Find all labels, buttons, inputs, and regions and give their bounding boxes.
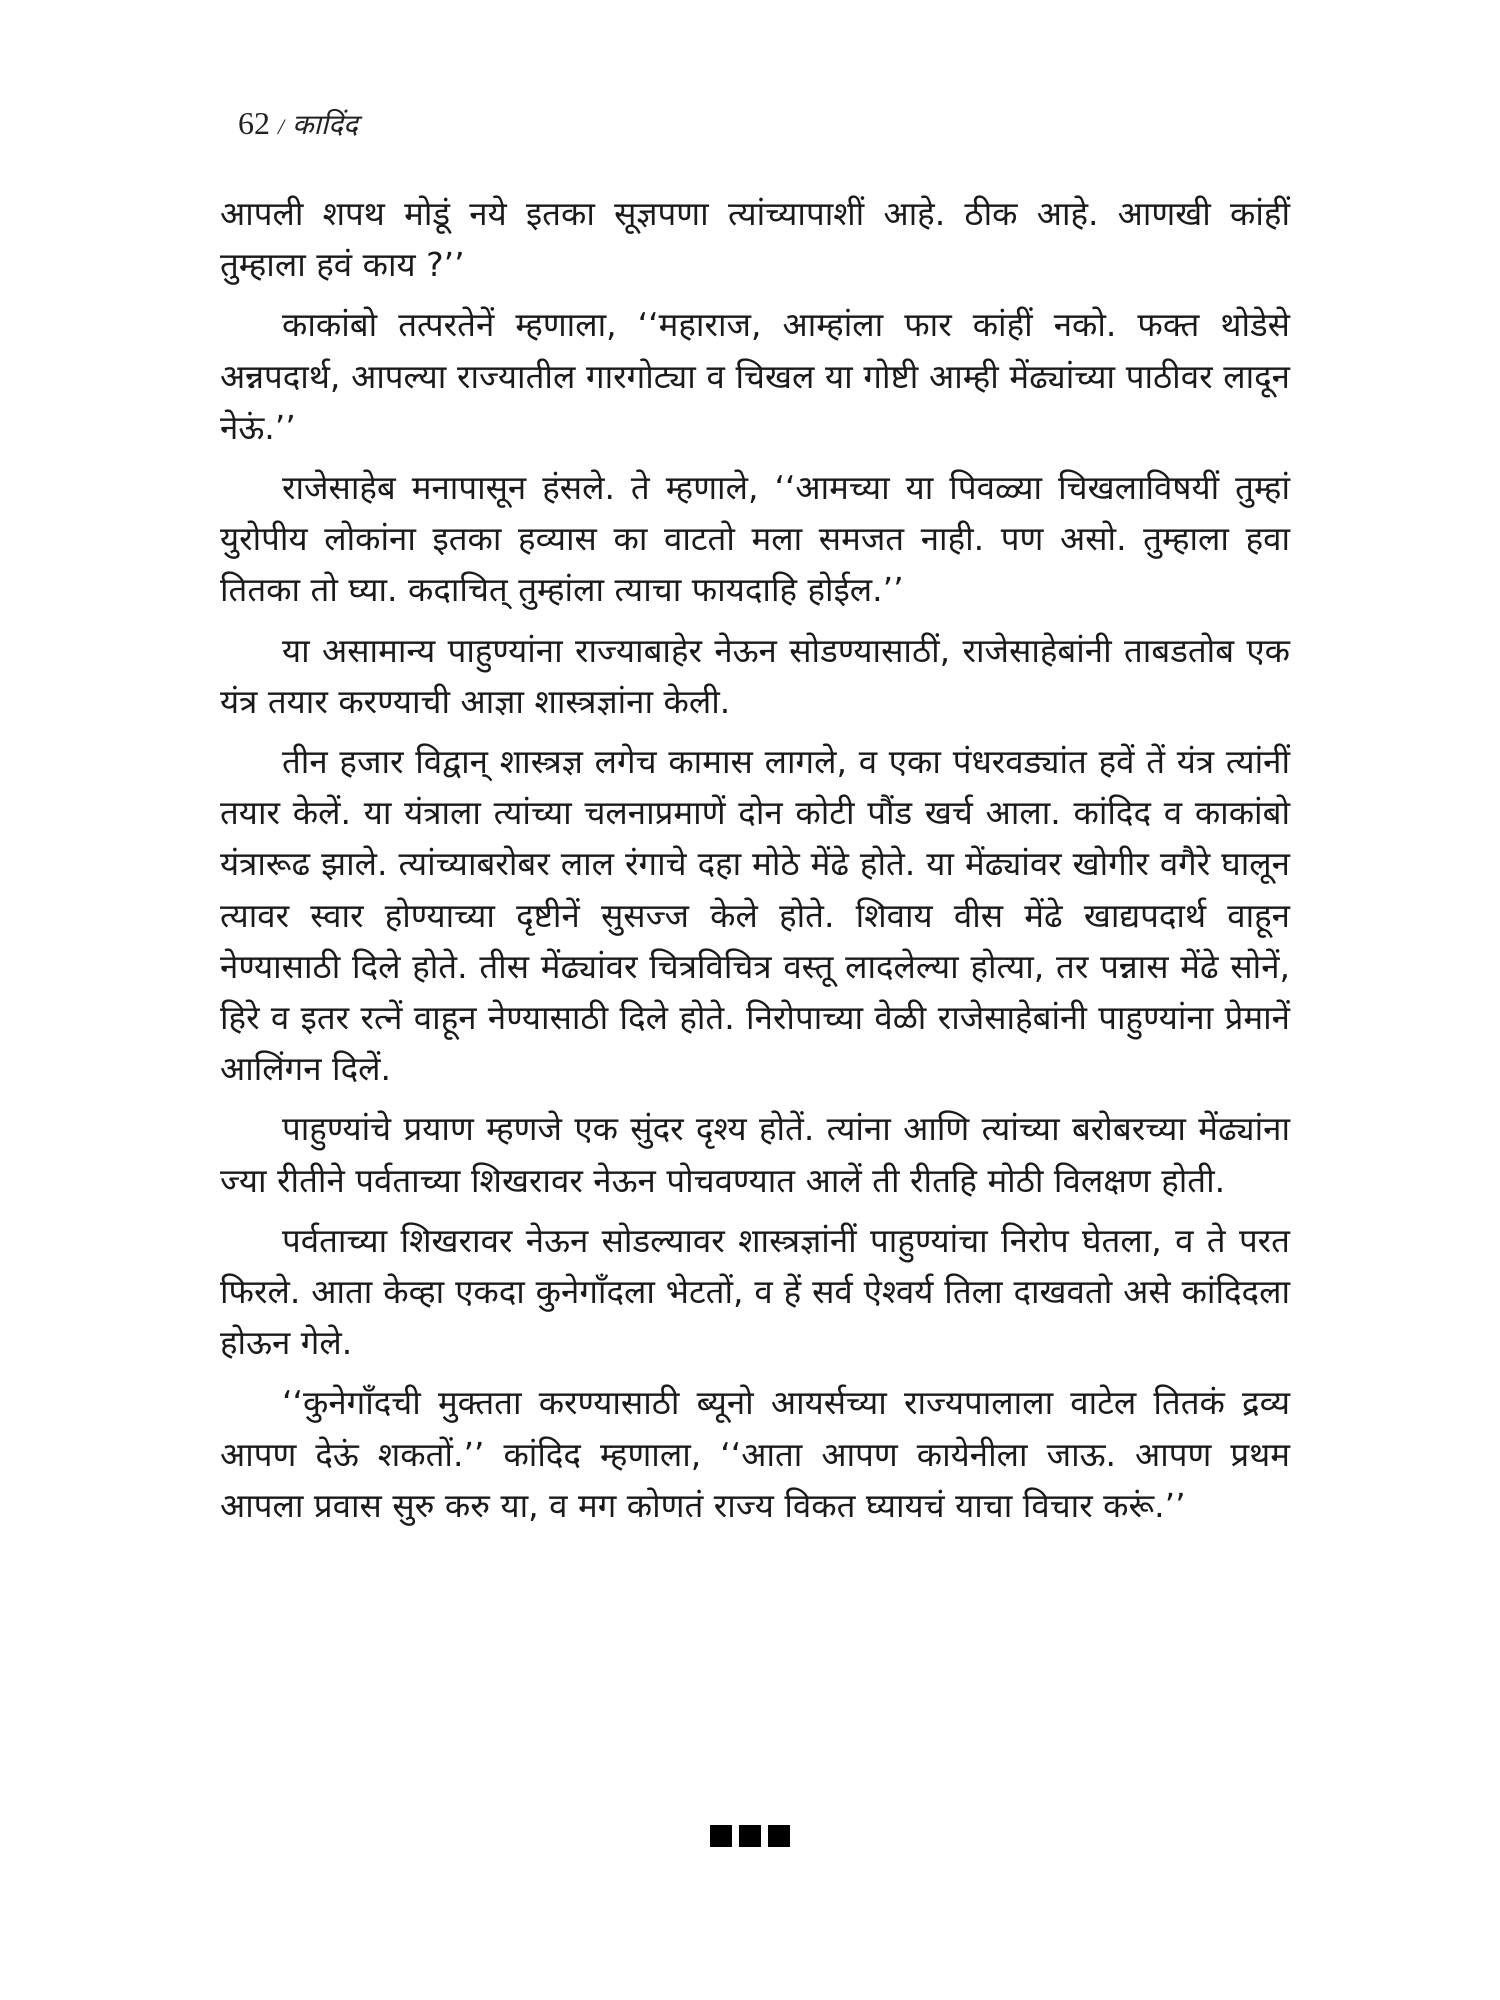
header-separator: / [278,114,285,139]
end-mark-square [739,1825,761,1847]
end-mark-square [768,1825,790,1847]
paragraph: काकांबो तत्परतेनें म्हणाला, ‘‘महाराज, आम्हांला फार कांहीं नको. फक्त थोडेसे अन्नपदार्थ, आपल्या राज्यातील गारगोट्या व चिखल या गोष्टी आम्ही मेंढ्यांच्या पाठीवर लादून नेऊं.’’ [220,305,1290,447]
paragraph-continued: आपली शपथ मोडूं नये इतका सूज्ञपणा त्यांच्यापाशीं आहे. ठीक आहे. आणखी कांहीं तुम्हाला हवं काय ?’’ [220,194,1290,285]
paragraph: तीन हजार विद्वान् शास्त्रज्ञ लगेच कामास लागले, व एका पंधरवड्यांत हवें तें यंत्र त्यांनीं तयार केलें. या यंत्राला त्यांच्या चलनाप्रमाणें दोन कोटी पौंड खर्च आला. कांदिद व काकांबो यंत्रारूढ झाले. त्यांच्याबरोबर लाल रंगाचे दहा मोठे मेंढे होते. या मेंढ्यांवर खोगीर वगैरे घालून त्यावर स्वार होण्याच्या दृष्टीनें सुसज्ज केले होते. शिवाय वीस मेंढे खाद्यपदार्थ वाहून नेण्यासाठी दिले होते. तीस मेंढ्यांवर चित्रविचित्र वस्तू लादलेल्या होत्या, तर पन्नास मेंढे सोनें, हिरे व इतर रत्नें वाहून नेण्यासाठी दिले होते. निरोपाच्या वेळी राजेसाहेबांनी पाहुण्यांना प्रेमानें आलिंगन दिलें. [220,742,1290,1089]
page-number: 62 [238,105,270,141]
chapter-end-mark [710,1825,790,1847]
paragraph: या असामान्य पाहुण्यांना राज्याबाहेर नेऊन सोडण्यासाठीं, राजेसाहेबांनी ताबडतोब एक यंत्र तयार करण्याची आज्ञा शास्त्रज्ञांना केली. [220,630,1290,721]
paragraph: ‘‘कुनेगाँदची मुक्तता करण्यासाठी ब्यूनो आयर्सच्या राज्यपालाला वाटेल तितकं द्रव्य आपण देऊं शकतों.’’ कांदिद म्हणाला, ‘‘आता आपण कायेनीला जाऊ. आपण प्रथम आपला प्रवास सुरु करु या, व मग कोणतं राज्य विकत घ्यायचं याचा विचार करूं.’’ [220,1383,1290,1525]
book-title: कादिंद [292,108,358,141]
paragraph: पर्वताच्या शिखरावर नेऊन सोडल्यावर शास्त्रज्ञांनीं पाहुण्यांचा निरोप घेतला, व ते परत फिरले. आता केव्हा एकदा कुनेगाँदला भेटतों, व हें सर्व ऐश्वर्य तिला दाखवतो असे कांदिदला होऊन गेले. [220,1220,1290,1363]
paragraph: राजेसाहेब मनापासून हंसले. ते म्हणाले, ‘‘आमच्या या पिवळ्या चिखलाविषयीं तुम्हां युरोपीय लोकांना इतका हव्यास का वाटतो मला समजत नाही. पण असो. तुम्हाला हवा तितका तो घ्या. कदाचित् तुम्हांला त्याचा फायदाहि होईल.’’ [220,468,1290,610]
paragraph: पाहुण्यांचे प्रयाण म्हणजे एक सुंदर दृश्य होतें. त्यांना आणि त्यांच्या बरोबरच्या मेंढ्यांना ज्या रीतीने पर्वताच्या शिखरावर नेऊन पोचवण्यात आलें ती रीतहि मोठी विलक्षण होती. [220,1109,1290,1200]
end-mark-square [710,1825,732,1847]
running-head [238,103,358,147]
body-text [220,188,1290,1540]
